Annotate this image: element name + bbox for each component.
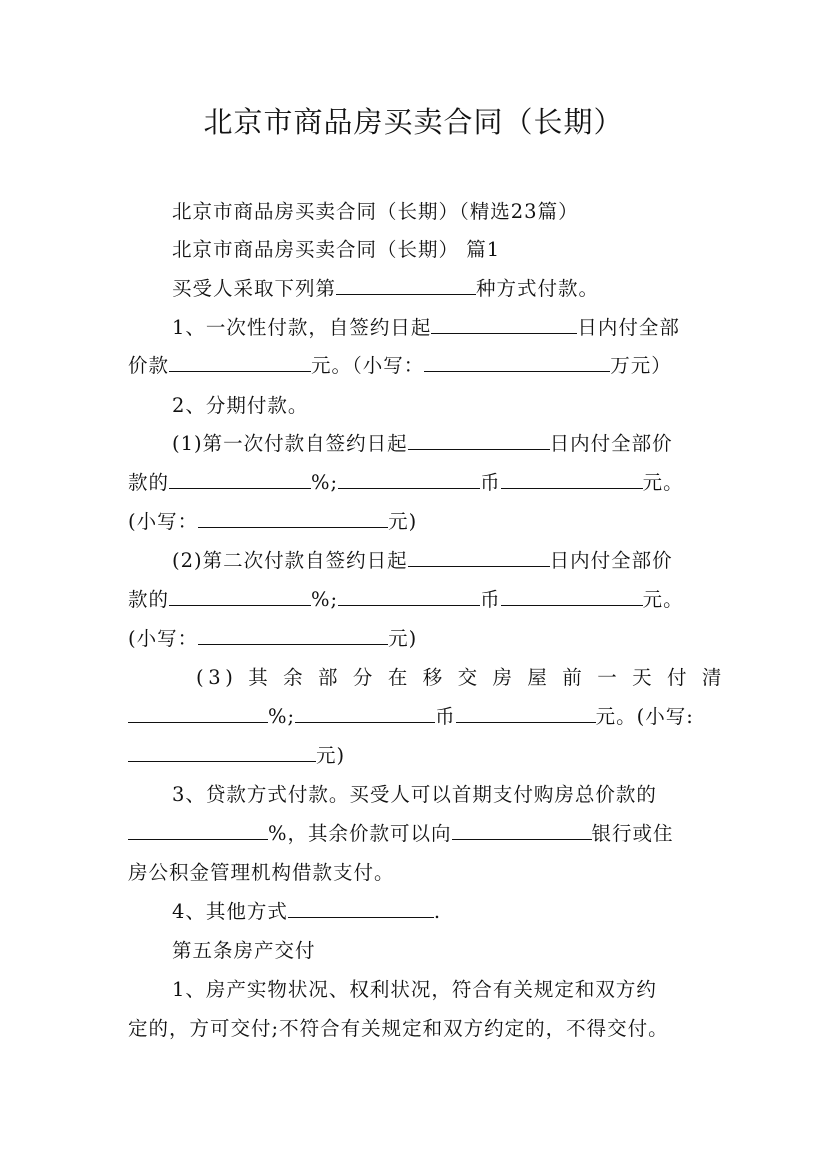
blank-field <box>424 353 610 372</box>
paragraph-line <box>128 742 345 770</box>
blank-field <box>295 704 435 723</box>
blank-field <box>169 470 311 489</box>
text-run: 日内付全部价 <box>549 432 673 455</box>
text-run: (小写： <box>128 510 199 533</box>
text-run: 4、其他方式 <box>172 900 288 923</box>
blank-field <box>456 704 596 723</box>
paragraph-line <box>172 547 673 575</box>
blank-field <box>198 509 388 528</box>
paragraph-line <box>172 781 657 809</box>
text-run: 1、房产实物状况、权利状况，符合有关规定和双方约 <box>172 978 657 1001</box>
blank-field <box>128 821 268 840</box>
subtitle-line <box>172 198 579 226</box>
text-run: 价款 <box>128 354 170 377</box>
text-run: 定的，方可交付;不符合有关规定和双方约定的，不得交付。 <box>128 1017 669 1040</box>
text-run: %; <box>311 471 339 494</box>
text-run: 万元） <box>610 354 672 377</box>
text-run: 款的 <box>128 588 170 611</box>
text-run: 房公积金管理机构借款支付。 <box>128 861 395 884</box>
text-run: %; <box>268 705 296 728</box>
blank-field <box>338 470 480 489</box>
text-run: 种方式付款。 <box>476 277 600 300</box>
text-run: %; <box>311 588 339 611</box>
paragraph-line <box>172 314 680 342</box>
text-run: . <box>433 900 442 923</box>
text-run: (小写： <box>128 627 199 650</box>
section-heading-text: 北京市商品房买卖合同（长期） 篇1 <box>172 238 501 261</box>
paragraph-line <box>128 469 684 497</box>
paragraph-line <box>172 392 308 420</box>
paragraph-line <box>128 625 417 653</box>
text-run: 3、贷款方式付款。买受人可以首期支付购房总价款的 <box>172 783 657 806</box>
text-run: 元) <box>388 510 418 533</box>
blank-field <box>128 704 268 723</box>
blank-field <box>431 315 577 334</box>
text-run: %，其余价款可以向 <box>268 822 452 845</box>
blank-field <box>336 276 476 295</box>
paragraph-line <box>128 508 417 536</box>
text-run: 币 <box>480 471 501 494</box>
blank-field <box>198 626 388 645</box>
blank-field <box>288 899 434 918</box>
text-run: 1、一次性付款，自签约日起 <box>172 316 432 339</box>
paragraph-line <box>128 703 694 731</box>
text-run: 币 <box>480 588 501 611</box>
blank-field <box>408 548 550 567</box>
blank-field <box>338 587 480 606</box>
text-run: 元。 <box>642 471 684 494</box>
section-heading <box>172 937 316 965</box>
text-run: 银行或住 <box>591 822 674 845</box>
document-title: 北京市商品房买卖合同（长期） <box>203 105 624 139</box>
blank-field <box>128 743 316 762</box>
blank-field <box>501 587 643 606</box>
paragraph-line <box>128 859 395 887</box>
text-run: 日内付全部 <box>577 316 680 339</box>
blank-field <box>452 821 592 840</box>
text-run: 元) <box>316 744 346 767</box>
paragraph-line <box>128 352 672 380</box>
text-run: 2、分期付款。 <box>172 394 309 417</box>
text-run: 买受人采取下列第 <box>172 277 337 300</box>
text-run: 日内付全部价 <box>549 549 673 572</box>
text-run: 元) <box>388 627 418 650</box>
paragraph-line <box>128 820 674 848</box>
section-heading <box>172 236 500 264</box>
text-run: 币 <box>435 705 456 728</box>
paragraph-line <box>172 898 441 926</box>
text-run: (3) 其 余 部 分 在 移 交 房 屋 前 一 天 付 清 <box>196 666 727 689</box>
blank-field <box>169 353 311 372</box>
text-run: 第五条房产交付 <box>172 939 316 962</box>
text-run: 元。（小写： <box>311 354 425 377</box>
paragraph-line <box>172 430 673 458</box>
text-run: 元。 <box>642 588 684 611</box>
blank-field <box>501 470 643 489</box>
text-run: 元。(小写: <box>595 705 694 728</box>
text-run: 款的 <box>128 471 170 494</box>
paragraph-line <box>128 586 684 614</box>
text-run: (2)第二次付款自签约日起 <box>172 549 408 572</box>
blank-field <box>169 587 311 606</box>
subtitle-text: 北京市商品房买卖合同（长期）（精选23篇） <box>172 200 579 223</box>
text-run: (1)第一次付款自签约日起 <box>172 432 408 455</box>
paragraph-line <box>172 976 657 1004</box>
blank-field <box>408 431 550 450</box>
paragraph-line <box>128 1015 669 1043</box>
paragraph-line <box>172 275 599 303</box>
paragraph-line <box>196 664 726 692</box>
